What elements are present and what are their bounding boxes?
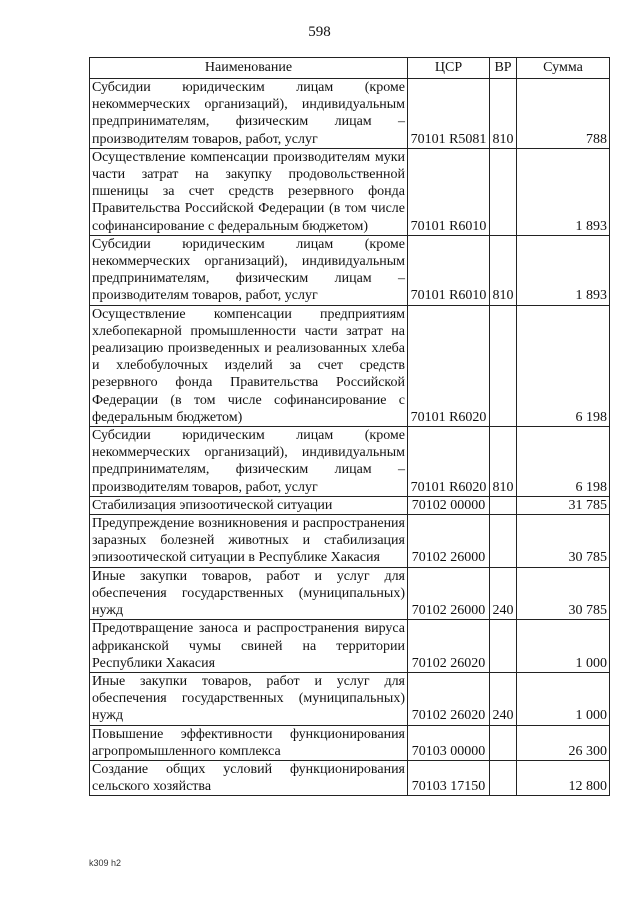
cell-csr: 70101 R5081 — [408, 79, 490, 149]
header-sum: Сумма — [517, 58, 610, 79]
cell-sum: 31 785 — [517, 496, 610, 514]
table-row — [90, 427, 610, 497]
footer-code: k309 h2 — [89, 858, 122, 868]
cell-vr: 810 — [490, 235, 517, 305]
table-row — [90, 496, 610, 514]
cell-vr: 240 — [490, 672, 517, 725]
cell-vr: 240 — [490, 567, 517, 620]
cell-name: Иные закупки товаров, работ и услуг для обеспечения государственных (муниципальных) нужд — [90, 672, 408, 725]
cell-sum: 26 300 — [517, 725, 610, 760]
table-row — [90, 148, 610, 235]
cell-vr — [490, 496, 517, 514]
cell-name: Осуществление компенсации предприятиям хлебопекарной промышленности части затрат на реализацию произведенных и реализованных хлеба и хлебобулочных изделий за счет средств резервного фонда Правительства Российской Федерации (в том числе софинансирование с федеральным бюджетом) — [90, 305, 408, 426]
cell-name: Субсидии юридическим лицам (кроме некоммерческих организаций), индивидуальным предпринимателям, физическим лицам – производителям товаров, работ, услуг — [90, 79, 408, 149]
header-name: Наименование — [90, 58, 408, 79]
cell-csr: 70102 00000 — [408, 496, 490, 514]
cell-vr: 810 — [490, 427, 517, 497]
cell-csr: 70102 26020 — [408, 620, 490, 673]
cell-vr — [490, 305, 517, 426]
cell-name: Стабилизация эпизоотической ситуации — [90, 496, 408, 514]
cell-csr: 70101 R6020 — [408, 427, 490, 497]
table-header-row — [90, 58, 610, 79]
cell-sum: 6 198 — [517, 427, 610, 497]
table-row — [90, 515, 610, 568]
cell-csr: 70101 R6020 — [408, 305, 490, 426]
cell-csr: 70102 26020 — [408, 672, 490, 725]
cell-sum: 1 000 — [517, 672, 610, 725]
cell-name: Иные закупки товаров, работ и услуг для обеспечения государственных (муниципальных) нужд — [90, 567, 408, 620]
cell-vr — [490, 515, 517, 568]
cell-vr — [490, 620, 517, 673]
table-row — [90, 235, 610, 305]
cell-sum: 1 893 — [517, 148, 610, 235]
cell-csr: 70101 R6010 — [408, 235, 490, 305]
cell-csr: 70103 17150 — [408, 760, 490, 795]
cell-name: Субсидии юридическим лицам (кроме некоммерческих организаций), индивидуальным предпринимателям, физическим лицам – производителям товаров, работ, услуг — [90, 235, 408, 305]
cell-csr: 70102 26000 — [408, 515, 490, 568]
table-row — [90, 305, 610, 426]
table-row — [90, 760, 610, 795]
table-row — [90, 620, 610, 673]
table-body — [90, 79, 610, 796]
table-row — [90, 672, 610, 725]
cell-sum: 12 800 — [517, 760, 610, 795]
cell-name: Создание общих условий функционирования сельского хозяйства — [90, 760, 408, 795]
cell-sum: 30 785 — [517, 515, 610, 568]
cell-vr — [490, 760, 517, 795]
cell-sum: 1 000 — [517, 620, 610, 673]
cell-vr — [490, 725, 517, 760]
cell-name: Предупреждение возникновения и распространения заразных болезней животных и стабилизация эпизоотической ситуации в Республике Хакасия — [90, 515, 408, 568]
cell-name: Предотвращение заноса и распространения вируса африканской чумы свиней на территории Республики Хакасия — [90, 620, 408, 673]
cell-csr: 70101 R6010 — [408, 148, 490, 235]
cell-sum: 30 785 — [517, 567, 610, 620]
cell-name: Осуществление компенсации производителям муки части затрат на закупку продовольственной пшеницы за счет средств резервного фонда Правительства Российской Федерации (в том числе софинансирование с федеральным бюджетом) — [90, 148, 408, 235]
table-row — [90, 79, 610, 149]
cell-sum: 788 — [517, 79, 610, 149]
header-vr: ВР — [490, 58, 517, 79]
cell-name: Повышение эффективности функционирования агропромышленного комплекса — [90, 725, 408, 760]
cell-name: Субсидии юридическим лицам (кроме некоммерческих организаций), индивидуальным предпринимателям, физическим лицам – производителям товаров, работ, услуг — [90, 427, 408, 497]
header-csr: ЦСР — [408, 58, 490, 79]
budget-table — [89, 57, 610, 796]
cell-sum: 1 893 — [517, 235, 610, 305]
cell-sum: 6 198 — [517, 305, 610, 426]
cell-vr — [490, 148, 517, 235]
table-row — [90, 725, 610, 760]
cell-csr: 70102 26000 — [408, 567, 490, 620]
table-row — [90, 567, 610, 620]
cell-vr: 810 — [490, 79, 517, 149]
page-number: 598 — [308, 24, 331, 40]
cell-csr: 70103 00000 — [408, 725, 490, 760]
